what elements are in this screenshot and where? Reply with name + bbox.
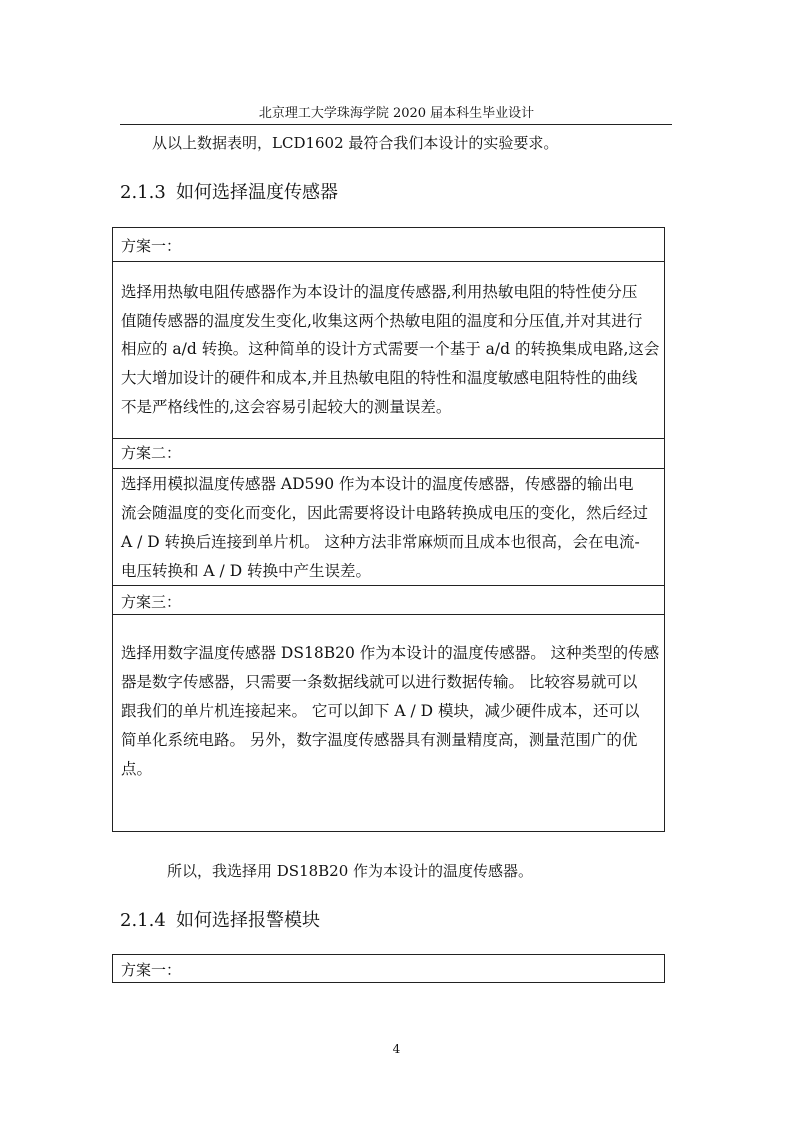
table-row-divider bbox=[113, 261, 664, 262]
option-3-text-line: 点。 bbox=[121, 760, 153, 778]
page-header: 北京理工大学珠海学院 2020 届本科生毕业设计 bbox=[258, 106, 535, 121]
option-3-text-line: 跟我们的单片机连接起来。 它可以卸下 A / D 模块，减少硬件成本，还可以 bbox=[121, 702, 640, 720]
options-table-temperature-sensor bbox=[112, 227, 665, 832]
option-3-text-line: 选择用数字温度传感器 DS18B20 作为本设计的温度传感器。 这种类型的传感 bbox=[121, 644, 660, 662]
option-1-text-line: 大大增加设计的硬件和成本,并且热敏电阻的特性和温度敏感电阻特性的曲线 bbox=[121, 369, 638, 387]
table-row-divider bbox=[113, 614, 664, 615]
option-2-text-line: 电压转换和 A / D 转换中产生误差。 bbox=[121, 562, 372, 580]
intro-paragraph: 从以上数据表明，LCD1602 最符合我们本设计的实验要求。 bbox=[152, 134, 559, 152]
section-number: 2.1.4 bbox=[120, 910, 166, 931]
section-heading-2-1-4 bbox=[120, 909, 320, 933]
page-number: 4 bbox=[392, 1042, 401, 1056]
section-heading-2-1-3 bbox=[120, 181, 338, 205]
option-2-label: 方案二： bbox=[121, 444, 182, 462]
option-3-label: 方案三： bbox=[121, 593, 182, 611]
option-1-label: 方案一： bbox=[121, 961, 182, 979]
table-row-divider bbox=[113, 438, 664, 439]
table-row-divider bbox=[113, 468, 664, 469]
conclusion-paragraph: 所以，我选择用 DS18B20 作为本设计的温度传感器。 bbox=[167, 862, 534, 880]
option-2-text-line: 流会随温度的变化而变化，因此需要将设计电路转换成电压的变化，然后经过 bbox=[121, 504, 649, 522]
option-1-text-line: 选择用热敏电阻传感器作为本设计的温度传感器,利用热敏电阻的特性使分压 bbox=[121, 283, 638, 301]
option-1-text-line: 值随传感器的温度发生变化,收集这两个热敏电阻的温度和分压值,并对其进行 bbox=[121, 312, 643, 330]
option-1-label: 方案一： bbox=[121, 237, 182, 255]
section-title: 如何选择报警模块 bbox=[176, 910, 320, 931]
header-divider bbox=[120, 124, 672, 125]
section-title: 如何选择温度传感器 bbox=[176, 182, 338, 203]
option-1-text-line: 不是严格线性的,这会容易引起较大的测量误差。 bbox=[121, 398, 452, 416]
option-3-text-line: 简单化系统电路。 另外，数字温度传感器具有测量精度高，测量范围广的优 bbox=[121, 731, 638, 749]
option-1-text-line: 相应的 a/d 转换。这种简单的设计方式需要一个基于 a/d 的转换集成电路,这会 bbox=[121, 340, 660, 358]
options-table-alarm-module bbox=[112, 954, 665, 983]
option-2-text-line: A / D 转换后连接到单片机。 这种方法非常麻烦而且成本也很高，会在电流- bbox=[121, 533, 640, 551]
section-number: 2.1.3 bbox=[120, 182, 166, 203]
option-3-text-line: 器是数字传感器，只需要一条数据线就可以进行数据传输。 比较容易就可以 bbox=[121, 673, 638, 691]
option-2-text-line: 选择用模拟温度传感器 AD590 作为本设计的温度传感器，传感器的输出电 bbox=[121, 475, 634, 493]
table-row-divider bbox=[113, 585, 664, 586]
